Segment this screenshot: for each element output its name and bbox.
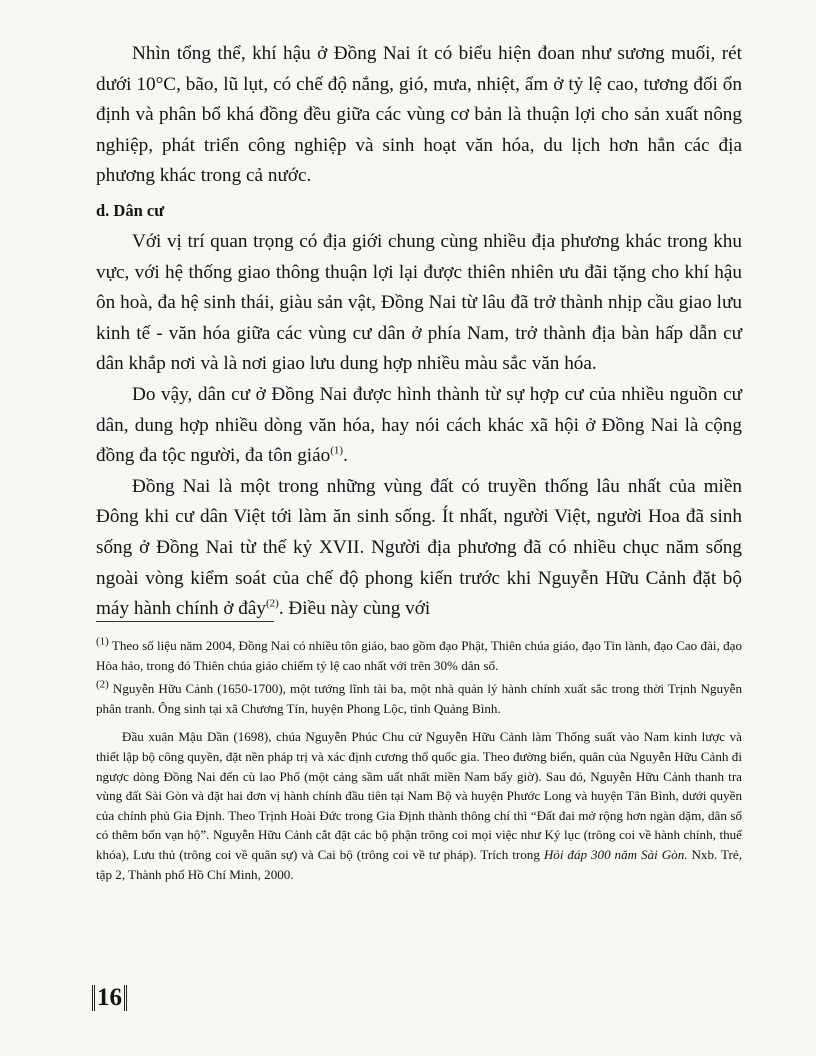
- paragraph-text: Đồng Nai là một trong những vùng đất có truyền thống lâu nhất của miền Đông khi cư dân Việt tới làm ăn sinh sống. Ít nhất, người Việt, người Hoa đã sinh sống ở Đồng Nai từ thế kỷ XVII. Người địa phương đã có nhiều chục năm sống ngoài vòng kiểm soát của chế độ phong kiến trước khi Nguyễn Hữu Cảnh đặt bộ máy hành chính ở đây: [96, 475, 742, 620]
- footnote-ref-2[interactable]: (2): [266, 597, 279, 610]
- source-details: Nxb. Trẻ, tập 2, Thành phố Hồ Chí Minh, 2000.: [96, 846, 742, 882]
- footnote-1: [96, 636, 742, 675]
- section-body: [96, 227, 742, 625]
- footnote-text: Nguyễn Hữu Cảnh (1650-1700), một tướng lĩnh tài ba, một nhà quản lý hành chính xuất sắc trong thời Trịnh Nguyễn phân tranh. Ông sinh tại xã Chương Tín, huyện Phong Lộc, tỉnh Quảng Bình.: [96, 681, 742, 716]
- footnote-text: Đầu xuân Mậu Dần (1698), chúa Nguyễn Phúc Chu cử Nguyễn Hữu Cảnh làm Thống suất vào Nam kinh lược và thiết lập bộ công quyền, đặt nền pháp trị và xác định cương thổ quốc gia. Theo đường biển, quân của Nguyễn Hữu Cảnh đi ngược dòng Đồng Nai đến cù lao Phố (một cảng sầm uất nhất miền Nam bấy giờ). Sau đó, Nguyễn Hữu Cảnh thanh tra vùng đất Sài Gòn và đặt hai đơn vị hành chính đầu tiên tại Nam Bộ và huyện Phước Long và huyện Tân Bình, dưới quyền của chính phủ Gia Định. Theo Trịnh Hoài Đức trong Gia Định thành thông chí thì “Đất đai mở rộng hơn ngàn dặm, dân số có thêm bốn vạn hộ”. Nguyễn Hữu Cảnh cắt đặt các bộ phận trông coi mọi việc như Ký lục (trông coi về hành chính, thuế khóa), Lưu thủ (trông coi về quân sự) và Cai bộ (trông coi về tư pháp). Trích trong: [96, 729, 742, 862]
- paragraph-text-end: . Điều này cùng với: [278, 598, 431, 620]
- footnote-text: Theo số liệu năm 2004, Đồng Nai có nhiều tôn giáo, bao gồm đạo Phật, Thiên chúa giáo, đạo Tin lành, đạo Cao đài, đạo Hòa hảo, trong đó Thiên chúa giáo chiếm tỷ lệ cao nhất với trên 30% dân số.: [96, 638, 742, 673]
- paragraph-climate-summary: [96, 39, 742, 192]
- footnote-mark-2: (2): [96, 678, 109, 691]
- source-title: Hỏi đáp 300 năm Sài Gòn.: [543, 846, 688, 862]
- paragraph-text: Do vậy, dân cư ở Đồng Nai được hình thành từ sự hợp cư của nhiều nguồn cư dân, dung hợp nhiều dòng văn hóa, hay nói cách khác xã hội ở Đồng Nai là cộng đồng đa tộc người, đa tôn giáo: [96, 383, 742, 467]
- footnotes: [96, 636, 742, 884]
- paragraph-text: Nhìn tổng thể, khí hậu ở Đồng Nai ít có biểu hiện đoan như sương muối, rét dưới 10°C, bão, lũ lụt, có chế độ nắng, gió, mưa, nhiệt, ẩm ở tỷ lệ cao, tương đối ổn định và phân bổ khá đồng đều giữa các vùng cơ bản là thuận lợi cho sản xuất nông nghiệp, phát triển công nghiệp và sinh hoạt văn hóa, du lịch hơn hẳn các địa phương khác trong cả nước.: [96, 43, 742, 187]
- footnote-ref-1[interactable]: (1): [330, 444, 344, 457]
- paragraph-history: [96, 472, 742, 625]
- footnote-2: [96, 679, 742, 718]
- section-heading: d. Dân cư: [96, 201, 165, 220]
- footnote-2-continuation: [96, 727, 742, 884]
- page-number: 16: [92, 985, 127, 1011]
- paragraph-population: [96, 380, 742, 472]
- paragraph-location: Với vị trí quan trọng có địa giới chung cùng nhiều địa phương khác trong khu vực, với hệ thống giao thông thuận lợi lại được thiên nhiên ưu đãi tặng cho khí hậu ôn hoà, đa hệ sinh thái, giàu sản vật, Đồng Nai từ lâu đã trở thành nhịp cầu giao lưu kinh tế - văn hóa giữa các vùng cư dân ở phía Nam, trở thành địa bàn hấp dẫn cư dân khắp nơi và là nơi giao lưu dung hợp nhiều màu sắc văn hóa.: [96, 231, 742, 375]
- footnote-separator: [96, 621, 274, 622]
- paragraph-text-end: .: [343, 445, 348, 467]
- footnote-mark-1: (1): [96, 635, 109, 648]
